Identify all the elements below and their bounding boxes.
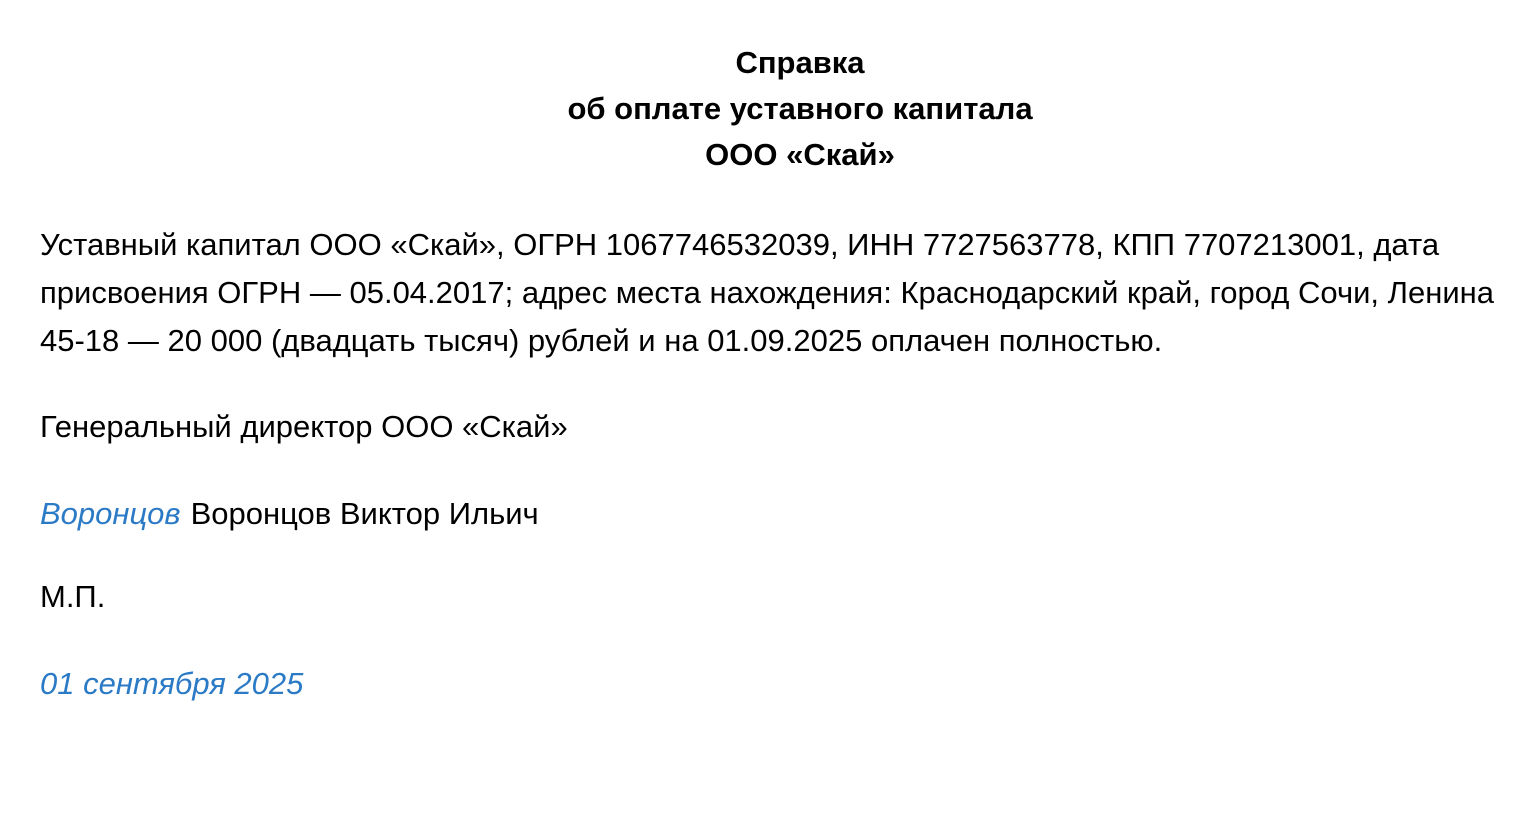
signature-facsimile: Воронцов (40, 496, 181, 531)
seal-mark: М.П. (40, 579, 106, 614)
document-title (40, 40, 1500, 178)
signature-row (40, 490, 1500, 538)
body-paragraph: Уставный капитал ООО «Скай», ОГРН 1067746532039, ИНН 7727563778, КПП 7707213001, дата присвоения ОГРН — 05.04.2017; адрес места нахождения: Краснодарский край, город Сочи, Ленина 45-18 — 20 000 (двадцать тысяч) рублей и на 01.09.2025 оплачен полностью. (40, 227, 1495, 358)
title-line-3: ООО «Скай» (705, 137, 895, 172)
title-line-1: Справка (735, 45, 865, 80)
director-title-line: Генеральный директор ООО «Скай» (40, 409, 568, 444)
signatory-name: Воронцов Виктор Ильич (190, 496, 539, 531)
document-date: 01 сентября 2025 (40, 666, 304, 701)
title-line-2: об оплате уставного капитала (567, 91, 1033, 126)
